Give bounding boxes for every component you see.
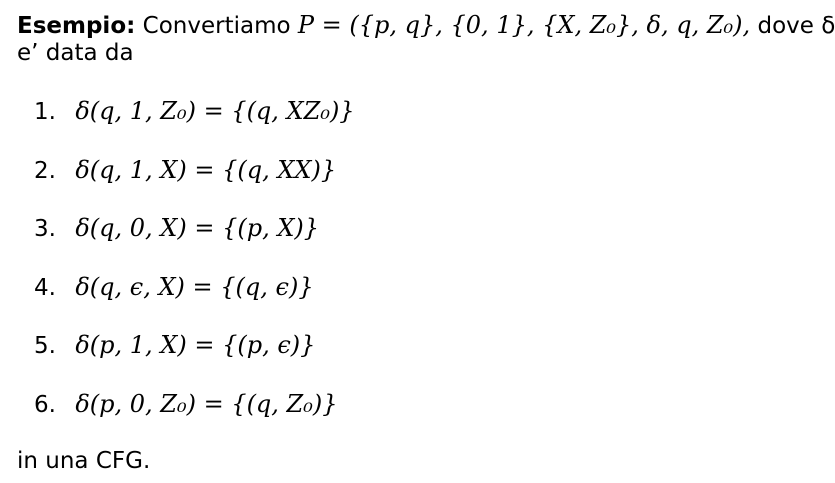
conclusion-text: in una CFG. bbox=[17, 448, 151, 474]
transition-item bbox=[34, 272, 355, 331]
example-label: Esempio: bbox=[17, 13, 136, 39]
transition-item bbox=[34, 330, 355, 389]
example-intro bbox=[17, 11, 835, 67]
transition-item bbox=[34, 155, 355, 214]
transition-item bbox=[34, 389, 355, 448]
item-number: 6. bbox=[34, 391, 56, 418]
item-number: 1. bbox=[34, 99, 56, 125]
where-text: dove δ bbox=[757, 13, 835, 39]
example-second-line: e’ data da bbox=[17, 40, 134, 66]
item-number: 5. bbox=[34, 333, 56, 359]
example-first-line bbox=[17, 11, 835, 40]
transition-item bbox=[34, 96, 355, 155]
transition-rule: δ(p, 1, X) = {(p, ϵ)} bbox=[75, 331, 316, 359]
transition-rule: δ(q, 0, X) = {(p, X)} bbox=[75, 214, 320, 242]
item-number: 4. bbox=[34, 274, 56, 301]
transition-rule: δ(p, 0, Z₀) = {(q, Z₀)} bbox=[75, 389, 338, 418]
item-number: 3. bbox=[34, 216, 56, 242]
transition-rule: δ(q, ϵ, X) = {(q, ϵ)} bbox=[75, 272, 314, 301]
item-number: 2. bbox=[34, 157, 56, 184]
transition-item bbox=[34, 213, 355, 272]
transition-rule: δ(q, 1, Z₀) = {(q, XZ₀)} bbox=[75, 97, 355, 125]
intro-text: Convertiamo bbox=[142, 13, 291, 39]
pda-definition: P = ({p, q}, {0, 1}, {X, Z₀}, δ, q, Z₀), bbox=[297, 11, 751, 39]
transition-list bbox=[34, 96, 355, 447]
transition-rule: δ(q, 1, X) = {(q, XX)} bbox=[75, 155, 337, 184]
